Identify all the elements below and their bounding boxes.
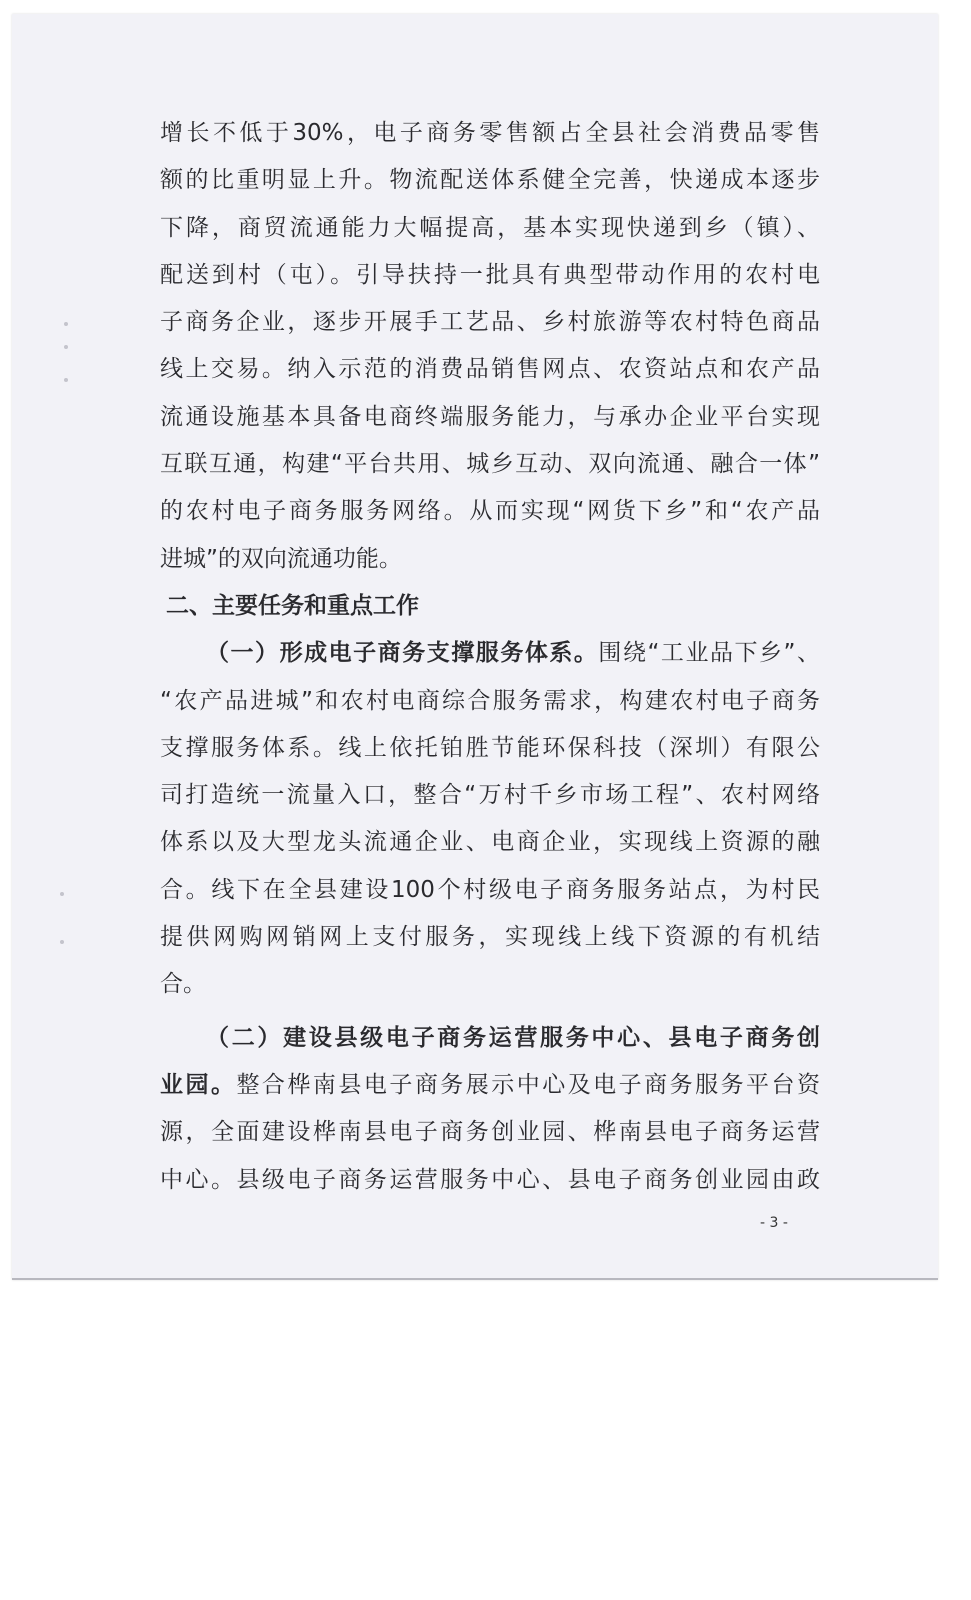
paragraph-line: 互联互通，构建“平台共用、城乡互动、双向流通、融合一体”	[160, 451, 820, 478]
paragraph-line: “农产品进城”和农村电商综合服务需求，构建农村电子商务	[160, 687, 820, 714]
subsection-2-second-line	[160, 1062, 820, 1109]
subsection-2-title-end: 业园。	[160, 1071, 237, 1098]
paragraph-line: 额的比重明显上升。物流配送体系健全完善，快递成本逐步	[160, 167, 820, 194]
paragraph-line: 配送到村（屯）。引导扶持一批具有典型带动作用的农村电	[160, 261, 820, 288]
punch-hole-mark	[64, 345, 68, 349]
paragraph-line: 合。线下在全县建设100个村级电子商务服务站点，为村民	[160, 876, 820, 903]
subsection-1-text: 围绕“工业品下乡”、	[598, 640, 820, 667]
punch-hole-mark	[64, 322, 68, 326]
punch-hole-mark	[64, 378, 68, 382]
paragraph-line: 进城”的双向流通功能。	[160, 545, 402, 572]
paragraph-line: 支撑服务体系。线上依托铂胜节能环保科技（深圳）有限公	[160, 734, 820, 761]
section-heading: 二、主要任务和重点工作	[166, 592, 419, 619]
paragraph-line: 提供网购网销网上支付服务，实现线上线下资源的有机结	[160, 924, 820, 951]
paragraph-line: 合。	[160, 971, 206, 998]
paragraph-line: 的农村电子商务服务网络。从而实现“网货下乡”和“农产品	[160, 498, 820, 525]
page-number: - 3 -	[760, 1215, 788, 1231]
subsection-2-title: （二）建设县级电子商务运营服务中心、县电子商务创	[206, 1024, 820, 1051]
paragraph-line: 司打造统一流量入口，整合“万村千乡市场工程”、农村网络	[160, 782, 820, 809]
paragraph-line: 中心。县级电子商务运营服务中心、县电子商务创业园由政	[160, 1166, 820, 1193]
punch-hole-mark	[60, 892, 64, 896]
paragraph-line: 流通设施基本具备电商终端服务能力，与承办企业平台实现	[160, 403, 820, 430]
subsection-2-text: 整合桦南县电子商务展示中心及电子商务服务平台资	[236, 1071, 821, 1098]
paragraph-line: 源，全面建设桦南县电子商务创业园、桦南县电子商务运营	[160, 1119, 820, 1146]
subsection-1-title: （一）形成电子商务支撑服务体系。	[206, 640, 599, 667]
page-edge	[12, 1278, 938, 1280]
paragraph-line: 下降，商贸流通能力大幅提高，基本实现快递到乡（镇）、	[160, 214, 820, 241]
paragraph-line: 体系以及大型龙头流通企业、电商企业，实现线上资源的融	[160, 829, 820, 856]
document-body	[160, 110, 820, 1204]
paragraph-line: 线上交易。纳入示范的消费品销售网点、农资站点和农产品	[160, 356, 820, 383]
paragraph-line: 增长不低于30%，电子商务零售额占全县社会消费品零售	[160, 120, 820, 146]
punch-hole-mark	[60, 940, 64, 944]
subsection-1-first-line	[160, 630, 820, 677]
paragraph-line: 子商务企业，逐步开展手工艺品、乡村旅游等农村特色商品	[160, 309, 820, 336]
